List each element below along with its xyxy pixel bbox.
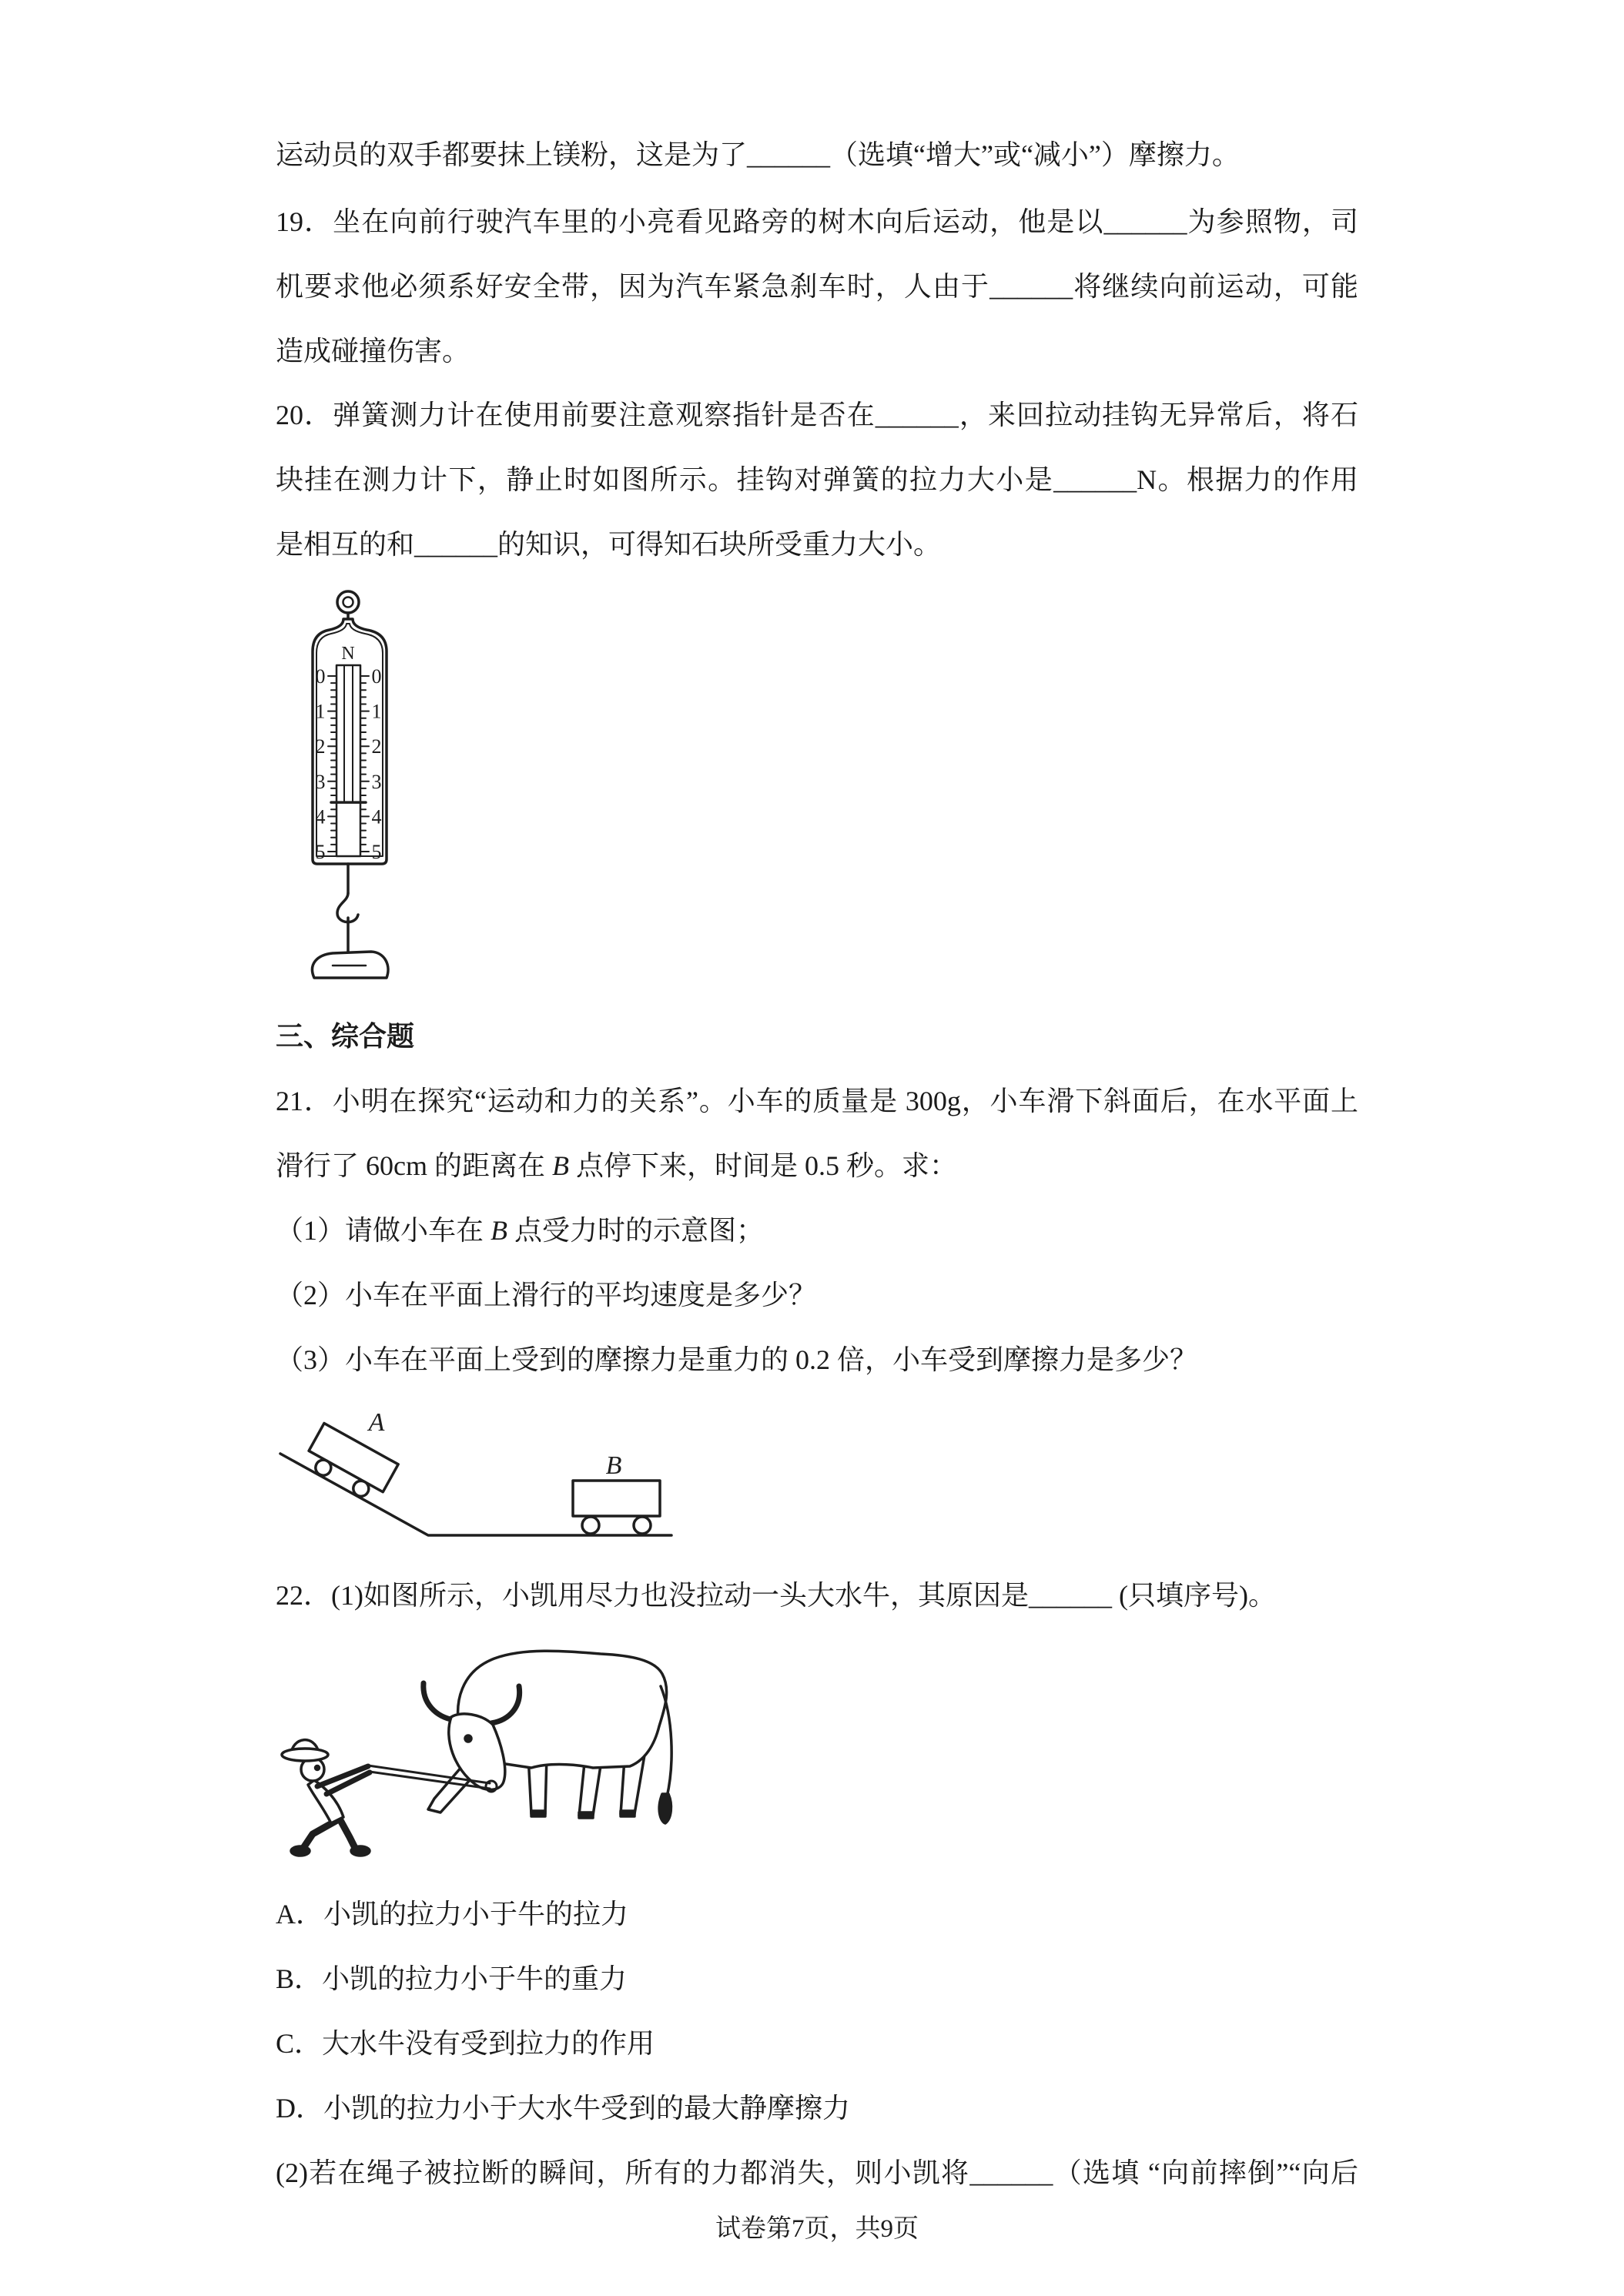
cart-b-wheel (634, 1517, 651, 1534)
q21-sub-1-text: 点受力时的示意图； (507, 1215, 765, 1246)
boy-leg (303, 1820, 337, 1848)
q21-line-1: 21．小明在探究“运动和力的关系”。小车的质量是 300g，小车滑下斜面后，在水平面上 (276, 1086, 1358, 1116)
cart-b-wheel (582, 1517, 599, 1534)
question-22 (276, 1563, 1358, 1628)
q20-line-1: 20．弹簧测力计在使用前要注意观察指针是否在______，来回拉动挂钩无异常后，将石 (276, 400, 1358, 430)
option-b: B．小凯的拉力小于牛的重力 (276, 1963, 628, 1994)
option-a: A．小凯的拉力小于牛的拉力 (276, 1899, 628, 1930)
cart-a-body (309, 1424, 398, 1492)
scale-label-right: 5 (371, 841, 382, 863)
scale-label-left: 1 (315, 700, 326, 723)
hanging-ring-inner (343, 597, 353, 607)
label-b: B (605, 1451, 622, 1480)
hanging-ring (337, 591, 359, 613)
boy-shoe (291, 1846, 310, 1856)
option-c: C．大水牛没有受到拉力的作用 (276, 2028, 655, 2059)
scale-label-left: 2 (315, 735, 326, 758)
scale-label-right: 2 (371, 735, 382, 758)
buffalo-tail-tuft (659, 1794, 671, 1823)
point-label-b: B (491, 1215, 508, 1246)
scale-label-left: 4 (315, 805, 326, 828)
q21-sub-2: （2）小车在平面上滑行的平均速度是多少？ (276, 1280, 817, 1310)
scale-label-right: 0 (371, 665, 382, 688)
q18-line: 运动员的双手都要抹上镁粉，这是为了______（选填“增大”或“减小”）摩擦力。 (276, 139, 1240, 170)
scale-label-left: 3 (315, 770, 326, 793)
unit-label: N (341, 644, 355, 664)
boy-shoe (351, 1846, 370, 1856)
incline-cart-figure (273, 1394, 681, 1548)
q21-line-2-text: 点停下来，时间是 0.5 秒。求： (568, 1150, 957, 1181)
buffalo-hoof (579, 1812, 593, 1818)
q18-continuation (276, 122, 1358, 187)
q21-sub-1 (276, 1198, 1358, 1263)
spring-scale-figure (293, 585, 400, 989)
question-20 (276, 383, 1358, 577)
scale-label-right: 1 (371, 700, 382, 723)
buffalo-hoof (621, 1811, 635, 1816)
q21-line-2-text: 滑行了 60cm 的距离在 (276, 1150, 552, 1181)
buffalo-horn (424, 1683, 454, 1720)
boy-leg (340, 1820, 356, 1849)
page-footer: 试卷第7页，共9页 (715, 2215, 919, 2243)
q21-sub-1-text: （1）请做小车在 (276, 1215, 491, 1246)
cart-b-body (573, 1481, 660, 1516)
scale-label-right: 4 (371, 805, 382, 828)
option-d: D．小凯的拉力小于大水牛受到的最大静摩擦力 (276, 2093, 850, 2124)
q21-sub-3: （3）小车在平面上受到的摩擦力是重力的 0.2 倍，小车受到摩擦力是多少？ (276, 1344, 1198, 1375)
section-heading (276, 1004, 1358, 1069)
q19-line-1: 19．坐在向前行驶汽车里的小亮看见路旁的树木向后运动，他是以______为参照物，司 (276, 206, 1358, 237)
label-a: A (368, 1408, 385, 1437)
q22-part-2: (2)若在绳子被拉断的瞬间，所有的力都消失，则小凯将______（选填 “向前摔倒”“向后 (276, 2157, 1358, 2188)
question-19 (276, 189, 1358, 383)
buffalo-eye (465, 1735, 471, 1742)
scale-label-right: 3 (371, 770, 382, 793)
q21-line-2 (276, 1133, 1358, 1198)
question-21 (276, 1069, 1358, 1392)
cart-b (573, 1481, 660, 1534)
section-3-title: 三、综合题 (276, 1021, 415, 1052)
q19-line-3: 造成碰撞伤害。 (276, 336, 470, 366)
q20-line-2: 块挂在测力计下，静止时如图所示。挂钩对弹簧的拉力大小是______N。根据力的作用 (276, 464, 1358, 495)
q22-line-1: 22．(1)如图所示，小凯用尽力也没拉动一头大水牛，其原因是______ (只填序号)。 (276, 1580, 1276, 1611)
scale-tube (337, 665, 360, 856)
boy-hat-brim (282, 1749, 328, 1761)
boy-eye (316, 1766, 320, 1770)
q19-line-2: 机要求他必须系好安全带，因为汽车紧急刹车时，人由于______将继续向前运动，可能 (276, 271, 1358, 302)
q20-line-3: 是相互的和______的知识，可得知石块所受重力大小。 (276, 529, 942, 560)
boy-pulling-buffalo-figure (270, 1640, 685, 1863)
scale-label-left: 5 (315, 841, 326, 863)
q22-options (276, 1882, 1358, 2205)
scale-label-left: 0 (315, 665, 326, 688)
buffalo-hoof (531, 1811, 545, 1816)
point-label-b: B (551, 1150, 569, 1181)
